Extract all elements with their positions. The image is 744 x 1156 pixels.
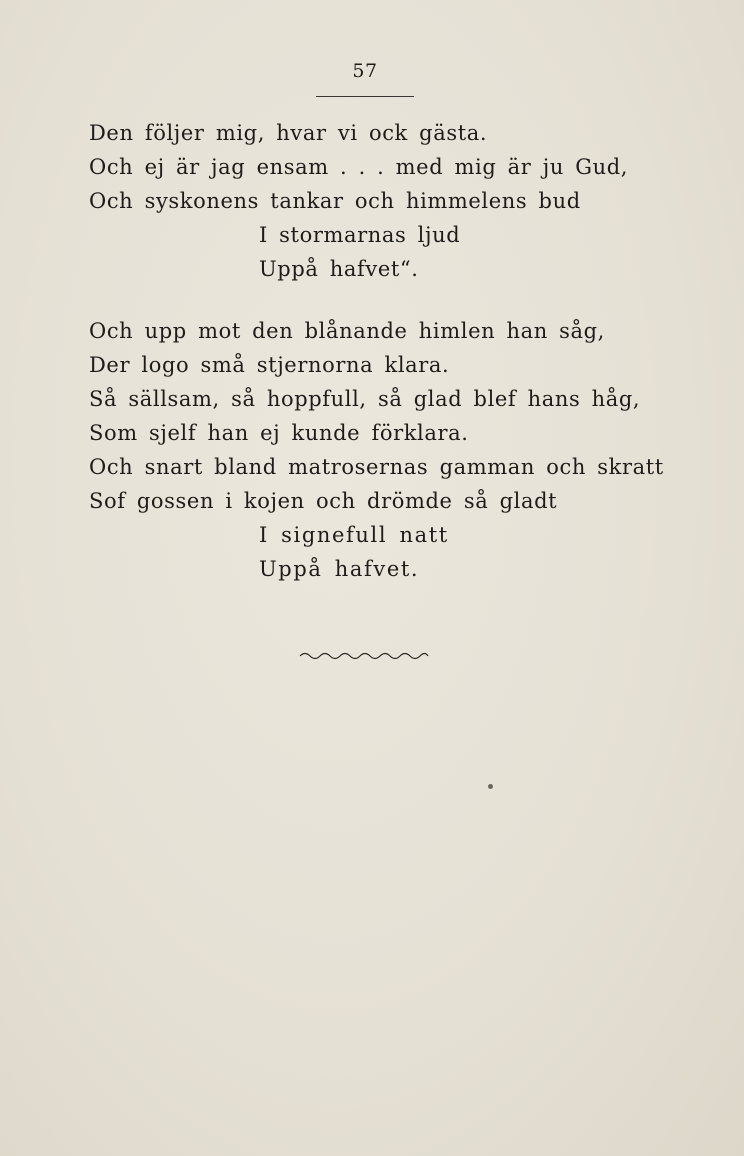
ink-speck [488,784,493,789]
poem-line: I stormarnas ljud [259,223,461,247]
poem-line: Så sällsam, så hoppfull, så glad blef hans håg, [89,387,641,411]
poem-line: Och upp mot den blånande himlen han såg, [89,319,605,343]
poem-line: Och ej är jag ensam . . . med mig är ju Gud, [89,155,629,179]
poem-line: Den följer mig, hvar vi ock gästa. [89,121,488,145]
poem-line: Sof gossen i kojen och drömde så gladt [89,489,558,513]
poem-line: Och syskonens tankar och himmelens bud [89,189,581,213]
poem-line: Som sjelf han ej kunde förklara. [89,421,469,445]
poem-line: Der logo små stjernorna klara. [89,353,450,377]
page-number: 57 [352,60,378,82]
stanza-1 [89,116,689,286]
poem-line: Uppå hafvet. [259,557,420,581]
header-rule [316,96,414,97]
wavy-line-ornament-icon [298,650,430,662]
poem-line: I signefull natt [259,523,449,547]
poem-line: Uppå hafvet“. [259,257,419,281]
poem-line: Och snart bland matrosernas gamman och skratt [89,455,664,479]
stanza-2 [89,314,689,586]
